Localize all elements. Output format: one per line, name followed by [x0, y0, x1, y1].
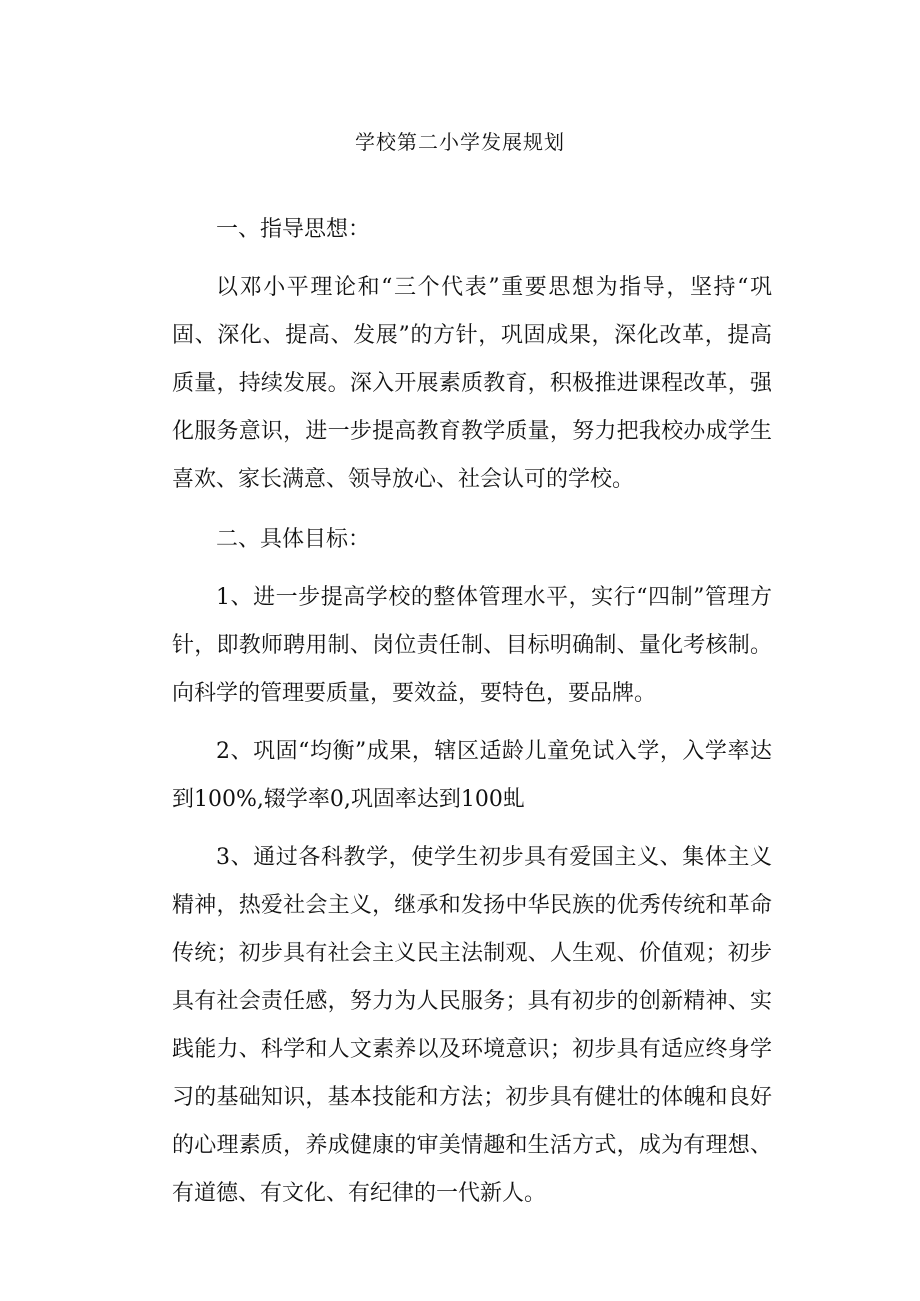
document-title: 学校第二小学发展规划 — [355, 130, 565, 154]
paragraph-goal-2: 2、巩固“均衡”成果，辖区适龄儿童免试入学，入学率达到100%,辍学率0,巩固率达到100虬 — [172, 739, 772, 812]
paragraph-goal-3: 3、通过各科教学，使学生初步具有爱国主义、集体主义精神，热爱社会主义，继承和发扬中华民族的优秀传统和革命传统；初步具有社会主义民主法制观、人生观、价值观；初步具有社会责任感，努力为人民服务；具有初步的创新精神、实践能力、科学和人文素养以及环境意识；初步具有适应终身学习的基础知识，基本技能和方法；初步具有健壮的体魄和良好的心理素质，养成健康的审美情趣和生活方式，成为有理想、有道德、有文化、有纪律的一代新人。 — [172, 845, 772, 1206]
paragraph-guiding-ideology: 以邓小平理论和“三个代表”重要思想为指导，坚持“巩固、深化、提高、发展”的方针，巩固成果，深化改革，提高质量，持续发展。深入开展素质教育，积极推进课程改革，强化服务意识，进一步提高教育教学质量，努力把我校办成学生喜欢、家长满意、领导放心、社会认可的学校。 — [172, 275, 772, 492]
section-heading-specific-goals: 二、具体目标： — [216, 527, 371, 552]
document-body — [172, 206, 772, 1218]
section-heading-guiding-ideology: 一、指导思想： — [216, 217, 371, 242]
paragraph-goal-1: 1、进一步提高学校的整体管理水平，实行“四制”管理方针，即教师聘用制、岗位责任制、目标明确制、量化考核制。向科学的管理要质量，要效益，要特色，要品牌。 — [172, 585, 772, 706]
